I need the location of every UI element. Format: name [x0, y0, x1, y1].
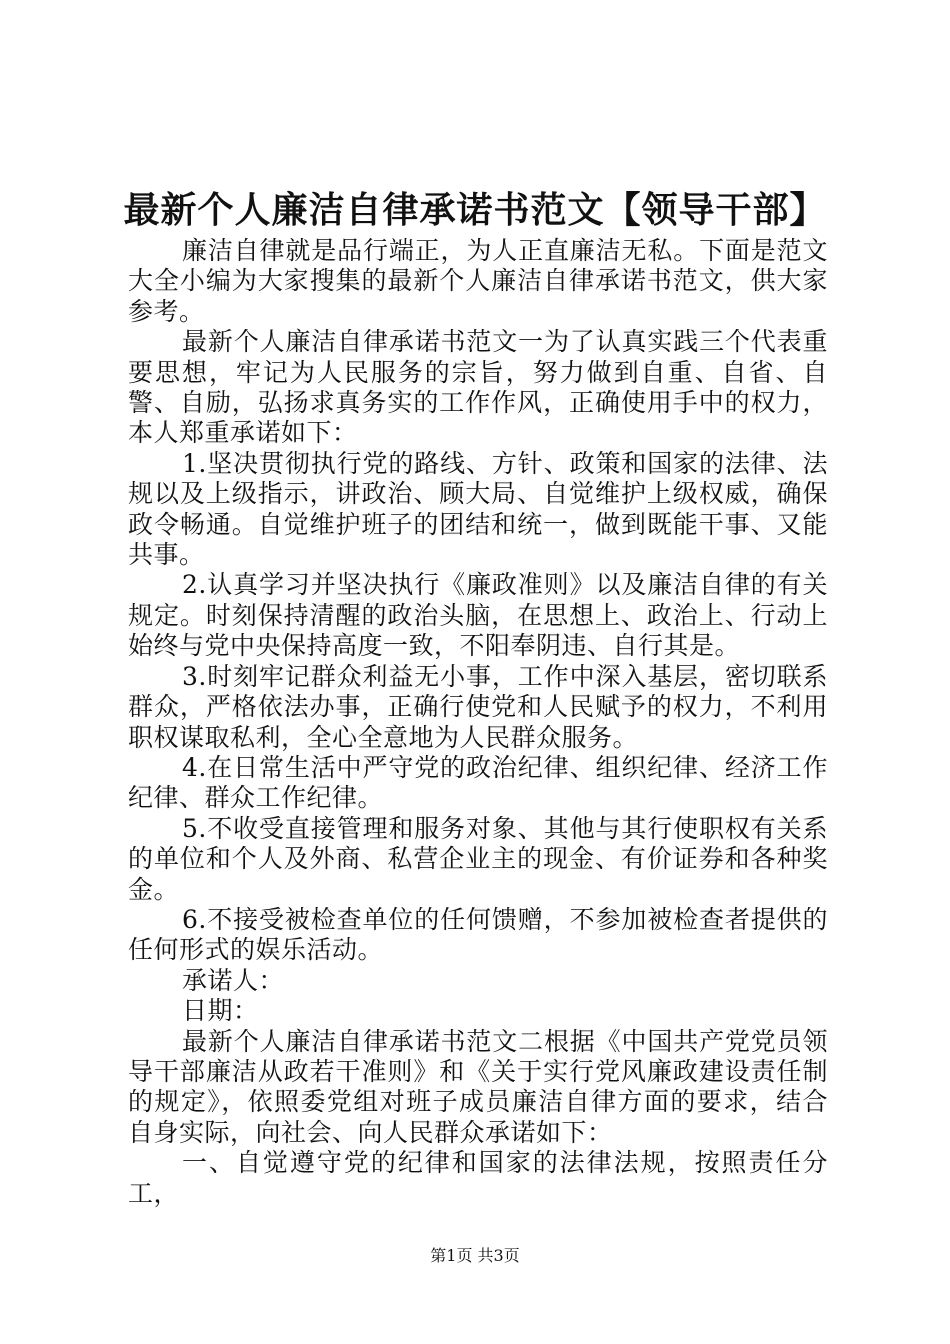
paragraph-sample-one-intro: 最新个人廉洁自律承诺书范文一为了认真实践三个代表重要思想，牢记为人民服务的宗旨，努力做到自重、自省、自警、自励，弘扬求真务实的工作作风，正确使用手中的权力，本人郑重承诺如下： — [128, 327, 828, 448]
date-label: 日期： — [182, 996, 259, 1026]
page-indicator: 第1页 共3页 — [430, 1246, 520, 1265]
paragraph-item-1: 1.坚决贯彻执行党的路线、方针、政策和国家的法律、法规以及上级指示，讲政治、顾大局、自觉维护上级权威，确保政令畅通。自觉维护班子的团结和统一，做到既能干事、又能共事。 — [128, 448, 828, 570]
paragraph-sample-two-item-1: 一、自觉遵守党的纪律和国家的法律法规，按照责任分工， — [128, 1148, 828, 1208]
paragraph-sample-two-intro: 最新个人廉洁自律承诺书范文二根据《中国共产党党员领导干部廉洁从政若干准则》和《关于实行党风廉政建设责任制的规定》，依照委党组对班子成员廉洁自律方面的要求，结合自身实际，向社会、向人民群众承诺如下： — [128, 1026, 828, 1147]
document-title: 最新个人廉洁自律承诺书范文【领导干部】 — [123, 189, 827, 231]
document-body — [128, 236, 828, 1209]
paragraph-item-6: 6.不接受被检查单位的任何馈赠，不参加被检查者提供的任何形式的娱乐活动。 — [128, 904, 828, 965]
paragraph-item-4: 4.在日常生活中严守党的政治纪律、组织纪律、经济工作纪律、群众工作纪律。 — [128, 752, 828, 813]
paragraph-item-2: 2.认真学习并坚决执行《廉政准则》以及廉洁自律的有关规定。时刻保持清醒的政治头脑，在思想上、政治上、行动上始终与党中央保持高度一致，不阳奉阴违、自行其是。 — [128, 570, 828, 661]
signature-label: 承诺人： — [182, 965, 285, 995]
paragraph-item-3: 3.时刻牢记群众利益无小事，工作中深入基层，密切联系群众，严格依法办事，正确行使党和人民赋予的权力，不利用职权谋取私利，全心全意地为人民群众服务。 — [128, 661, 828, 752]
paragraph-intro: 廉洁自律就是品行端正，为人正直廉洁无私。下面是范文大全小编为大家搜集的最新个人廉洁自律承诺书范文，供大家参考。 — [128, 236, 828, 326]
paragraph-item-5: 5.不收受直接管理和服务对象、其他与其行使职权有关系的单位和个人及外商、私营企业主的现金、有价证券和各种奖金。 — [128, 813, 828, 904]
